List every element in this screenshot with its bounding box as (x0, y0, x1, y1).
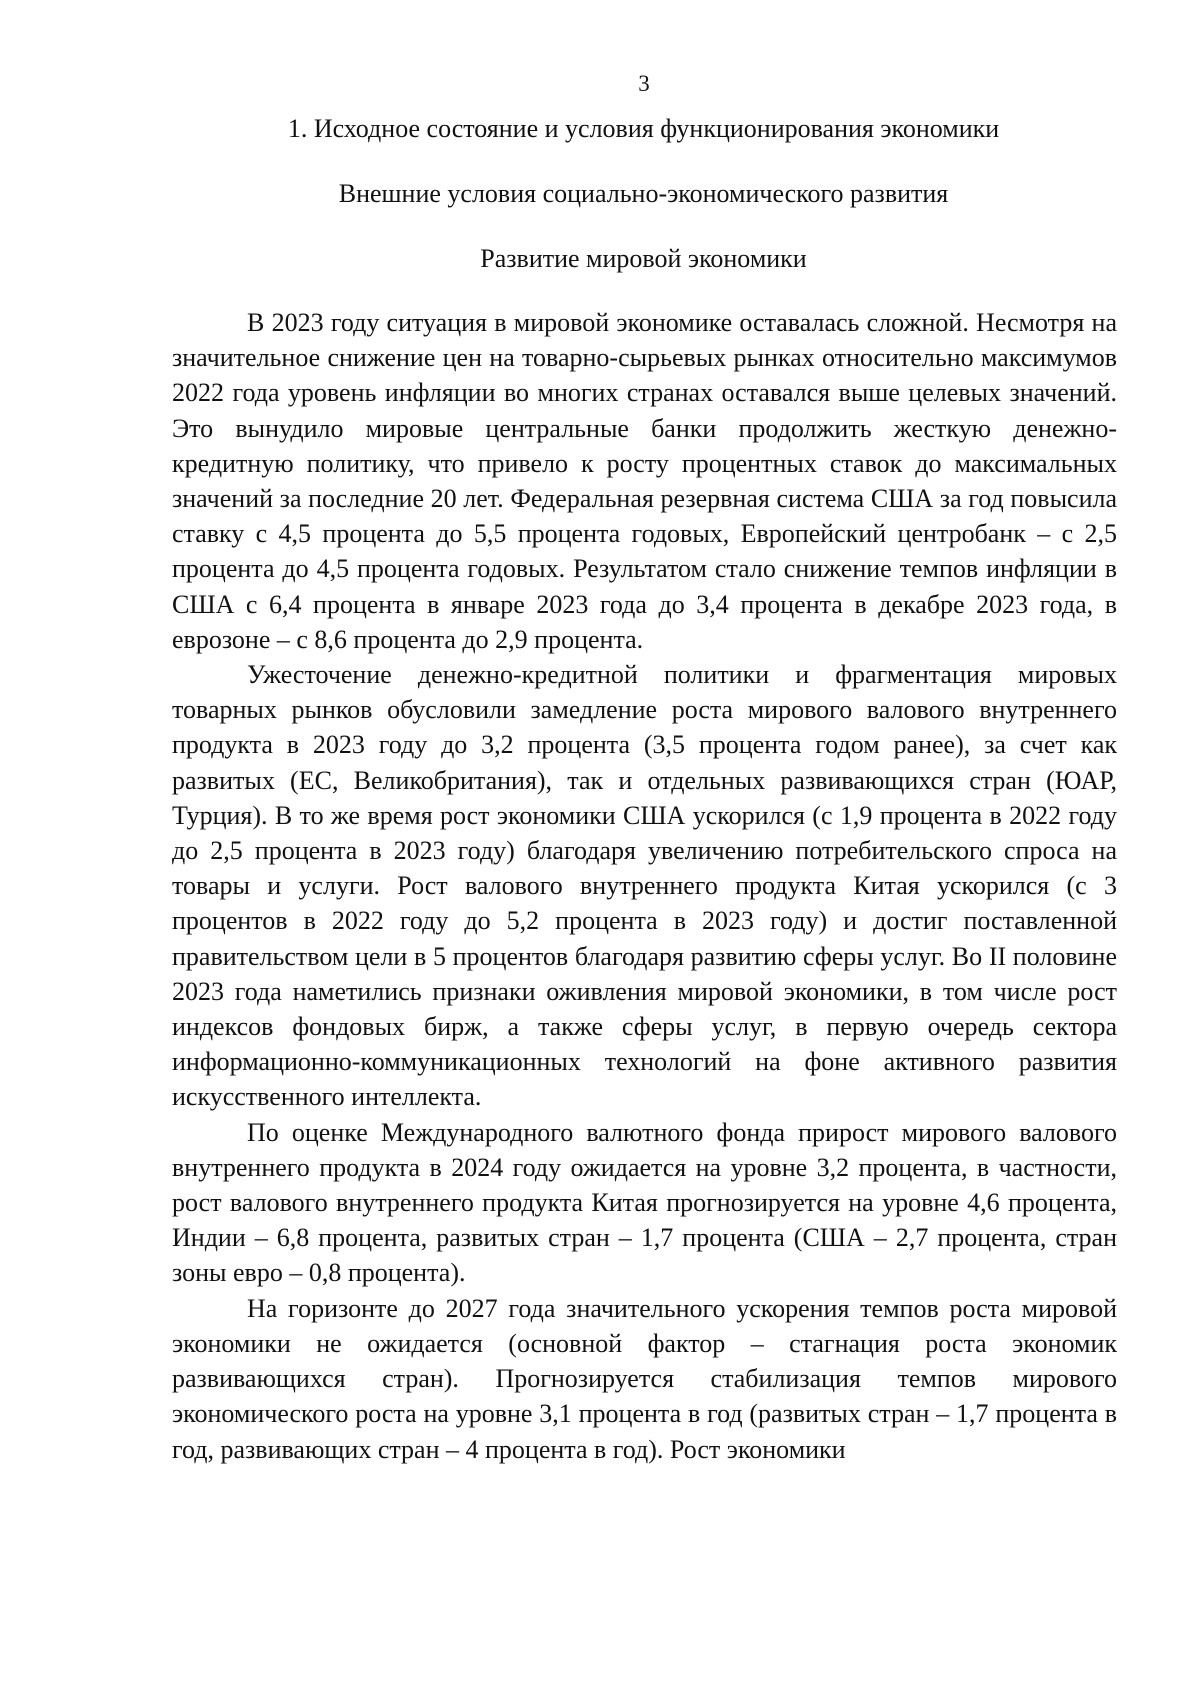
page-number: 3 (638, 71, 650, 96)
paragraph: В 2023 году ситуация в мировой экономике оставалась сложной. Несмотря на значительное снижение цен на товарно-сырьевых рынках относительно максимумов 2022 года уровень инфляции во многих странах оставался выше целевых значений. Это вынудило мировые центральные банки продолжить жесткую денежно-кредитную политику, что привело к росту процентных ставок до максимальных значений за последние 20 лет. Федеральная резервная система США за год повысила ставку с 4,5 процента до 5,5 процента годовых, Европейский центробанк – с 2,5 процента до 4,5 процента годовых. Результатом стало снижение темпов инфляции в США с 6,4 процента в январе 2023 года до 3,4 процента в декабре 2023 года, в еврозоне – с 8,6 процента до 2,9 процента. (172, 308, 1117, 654)
section-title: 1. Исходное состояние и условия функционирования экономики (287, 114, 1000, 143)
sub-subsection-title: Развитие мировой экономики (480, 244, 807, 273)
paragraph: Ужесточение денежно-кредитной политики и фрагментация мировых товарных рынков обусловили замедление роста мирового валового внутреннего продукта в 2023 году до 3,2 процента (3,5 процента годом ранее), за счет как развитых (ЕС, Великобритания), так и отдельных развивающихся стран (ЮАР, Турция). В то же время рост экономики США ускорился (с 1,9 процента в 2022 году до 2,5 процента в 2023 году) благодаря увеличению потребительского спроса на товары и услуги. Рост валового внутреннего продукта Китая ускорился (с 3 процентов в 2022 году до 5,2 процента в 2023 году) и достиг поставленной правительством цели в 5 процентов благодаря развитию сферы услуг. Во II половине 2023 года наметились признаки оживления мировой экономики, в том числе рост индексов фондовых бирж, а также сферы услуг, в первую очередь сектора информационно-коммуникационных технологий на фоне активного развития искусственного интеллекта. (172, 660, 1117, 1112)
subsection-title: Внешние условия социально-экономического развития (338, 179, 949, 208)
paragraph: По оценке Международного валютного фонда прирост мирового валового внутреннего продукта в 2024 году ожидается на уровне 3,2 процента, в частности, рост валового внутреннего продукта Китая прогнозируется на уровне 4,6 процента, Индии – 6,8 процента, развитых стран – 1,7 процента (США – 2,7 процента, стран зоны евро – 0,8 процента). (172, 1117, 1117, 1288)
body-text (172, 305, 1117, 1467)
paragraph: На горизонте до 2027 года значительного ускорения темпов роста мировой экономики не ожидается (основной фактор – стагнация роста экономик развивающихся стран). Прогнозируется стабилизация темпов мирового экономического роста на уровне 3,1 процента в год (развитых стран – 1,7 процента в год, развивающих стран – 4 процента в год). Рост экономики (172, 1293, 1117, 1464)
